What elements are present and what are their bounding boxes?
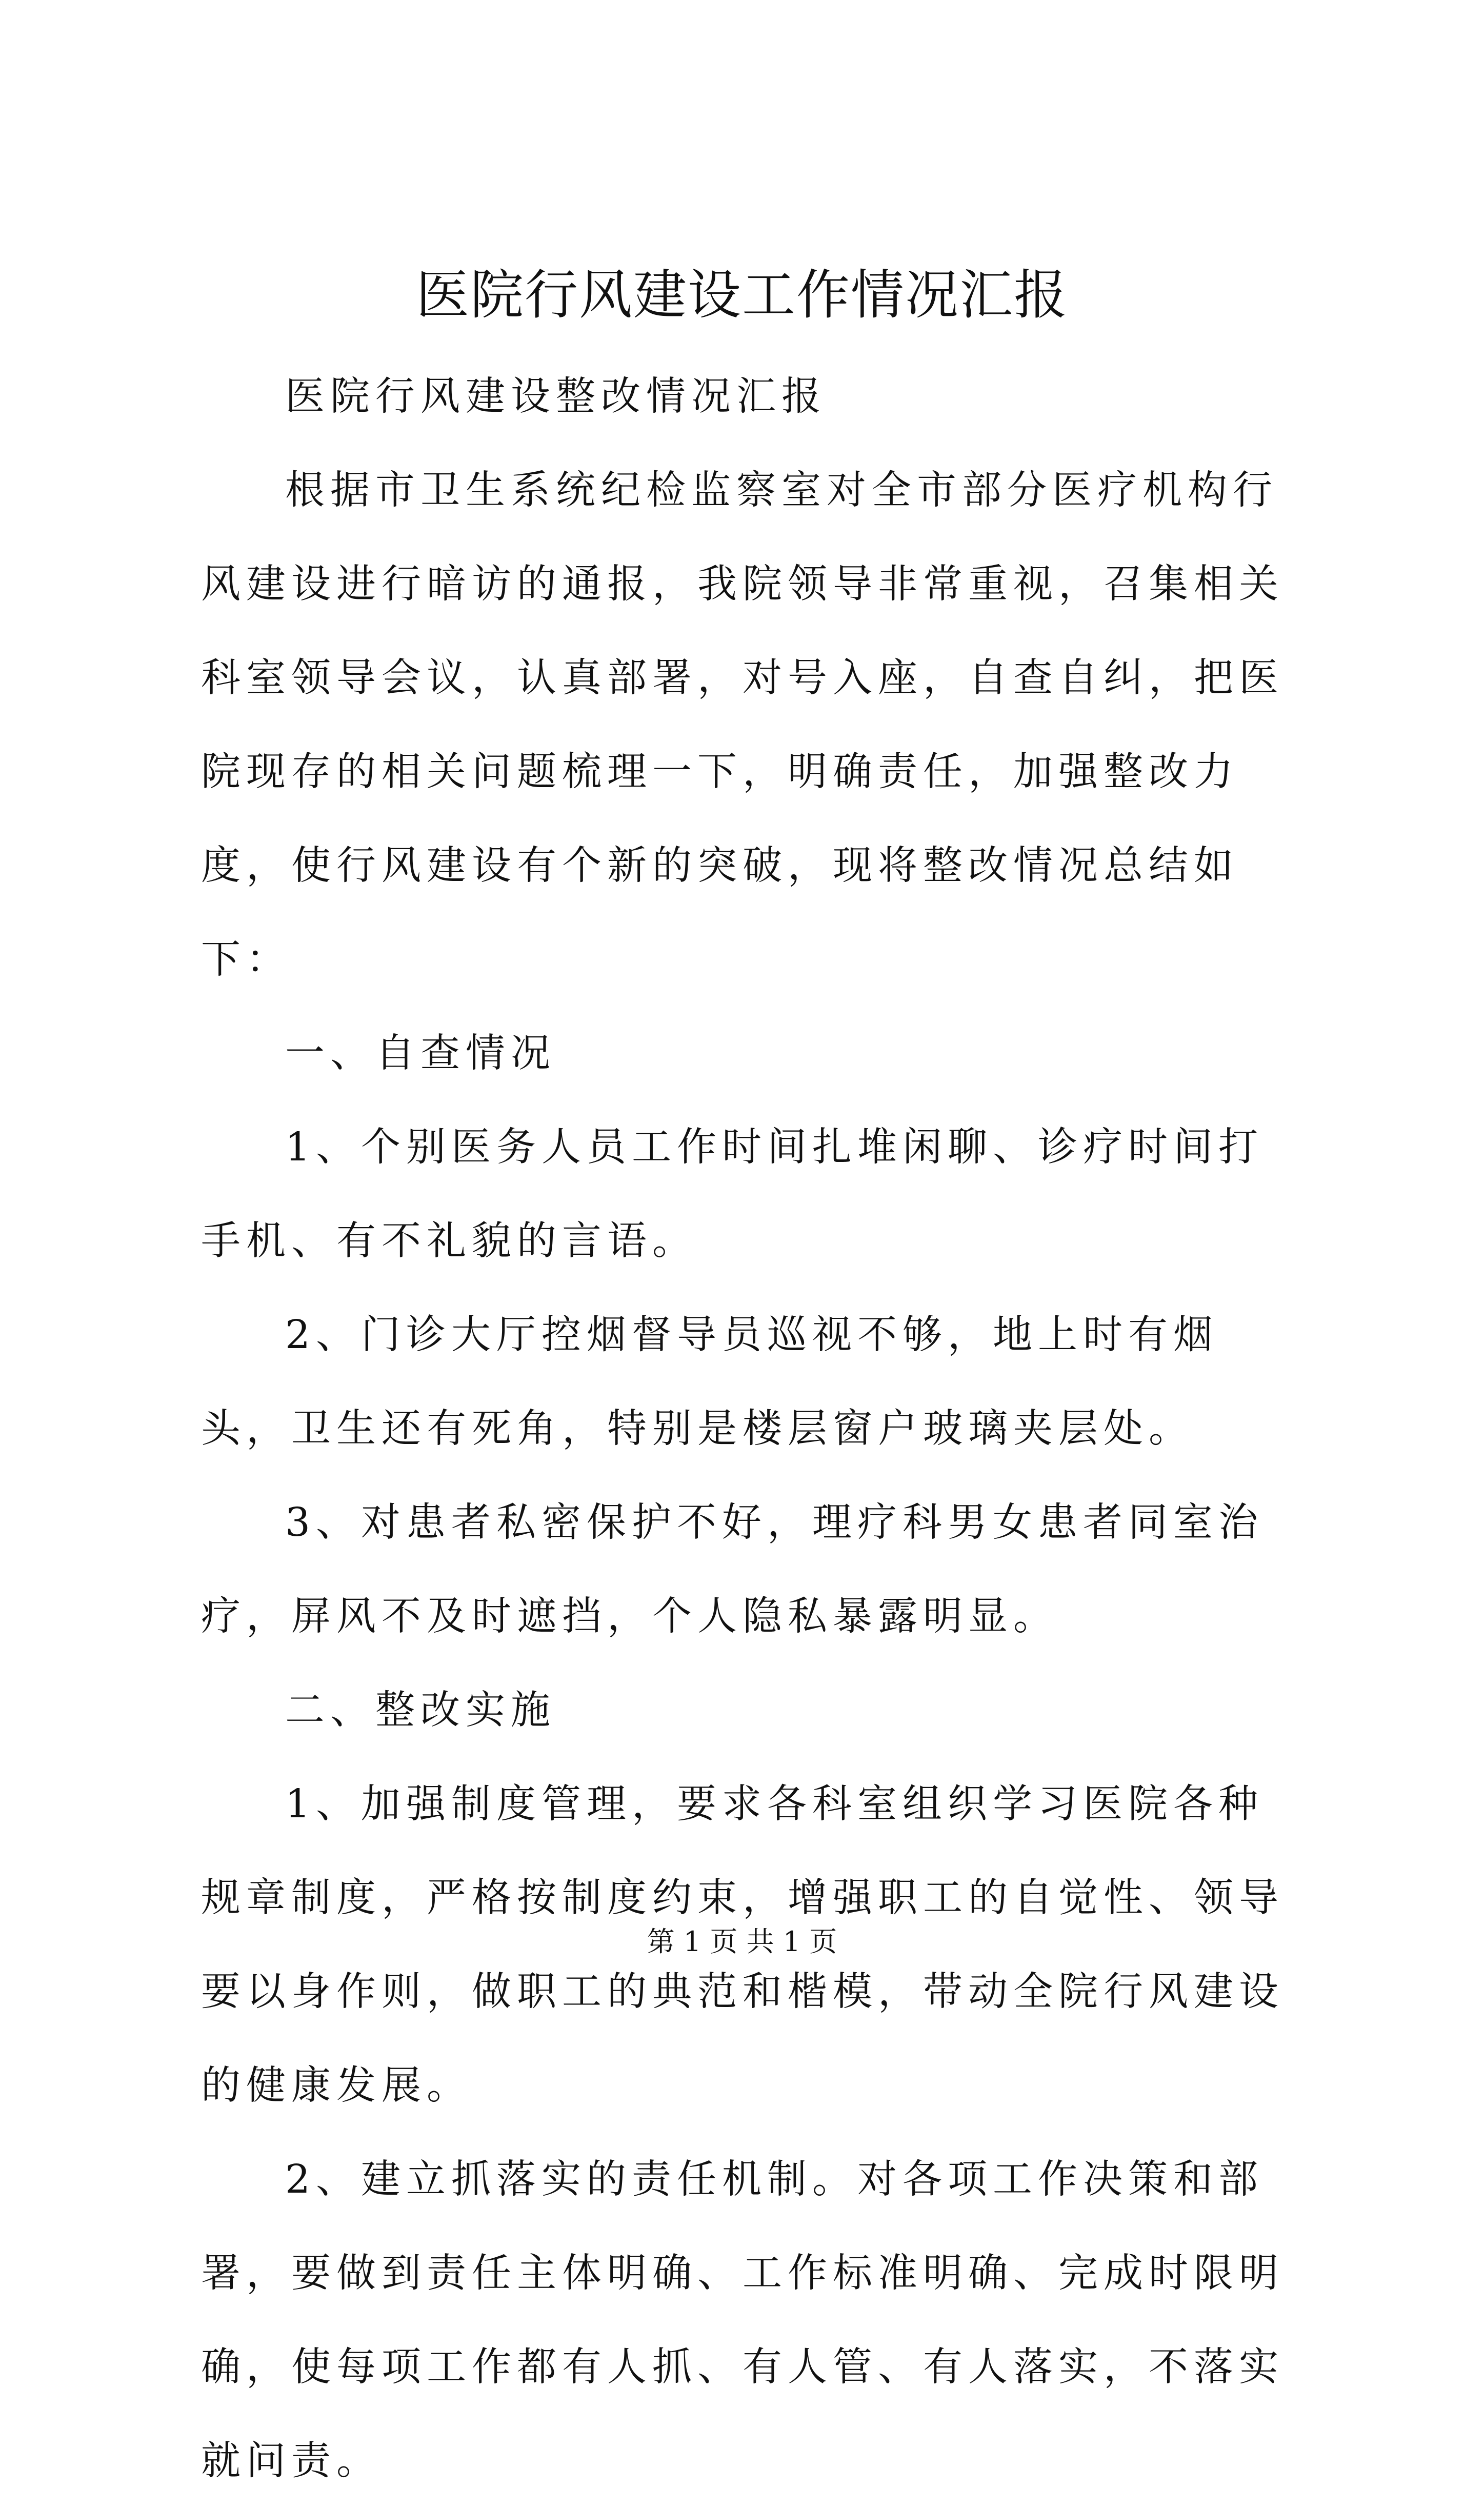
- document-body: [201, 350, 1288, 2508]
- section-heading-self-check: 一、自查情况: [285, 1031, 556, 1076]
- section-heading-rectification: 二、整改实施: [285, 1688, 556, 1733]
- paragraph-self-check-2: 2、门诊大厅控烟督导员巡视不够，地上时有烟头，卫生还有死角，特别是楼层窗户玻璃夹层处。: [201, 1312, 1218, 1452]
- document-title: 医院行风建设工作情况汇报: [415, 264, 1068, 326]
- paragraph-self-check-3: 3、对患者私密保护不好，理疗科男女患者同室治疗，屏风不及时遮挡，个人隐私暴露明显。: [201, 1500, 1264, 1639]
- page-footer: 第 1 页 共 1 页: [647, 1925, 837, 1958]
- paragraph-rectification-1: 1、加强制度管理，要求各科室组织学习医院各种规章制度，严格按制度约束，增强职工的自觉性、领导要以身作则，做职工的典范和楷模，带动全院行风建设的健康发展。: [201, 1781, 1284, 2109]
- paragraph-self-check-1: 1、个别医务人员工作时间扎堆闲聊、诊疗时间打手机、有不礼貌的言语。: [201, 1125, 1264, 1264]
- paragraph-rectification-2: 2、建立抓落实的责任机制。对各项工作决策和部署，要做到责任主体明确、工作标准明确、完成时限明确，使每项工作都有人抓、有人管、有人落实，不落实就问责。: [201, 2157, 1284, 2484]
- paragraph-subtitle: 医院行风建设整改情况汇报: [285, 374, 827, 419]
- paragraph-intro: 根据市卫生系统纪检监察室对全市部分医疗机构行风建设进行暗访的通报，我院领导非常重视，召集相关科室领导会议，认真部署，对号入座，自查自纠，把医院现存的相关问题梳理一下，明确责任，加强整改力度，使行风建设有个新的突破，现将整改情况总结如下：: [201, 468, 1284, 982]
